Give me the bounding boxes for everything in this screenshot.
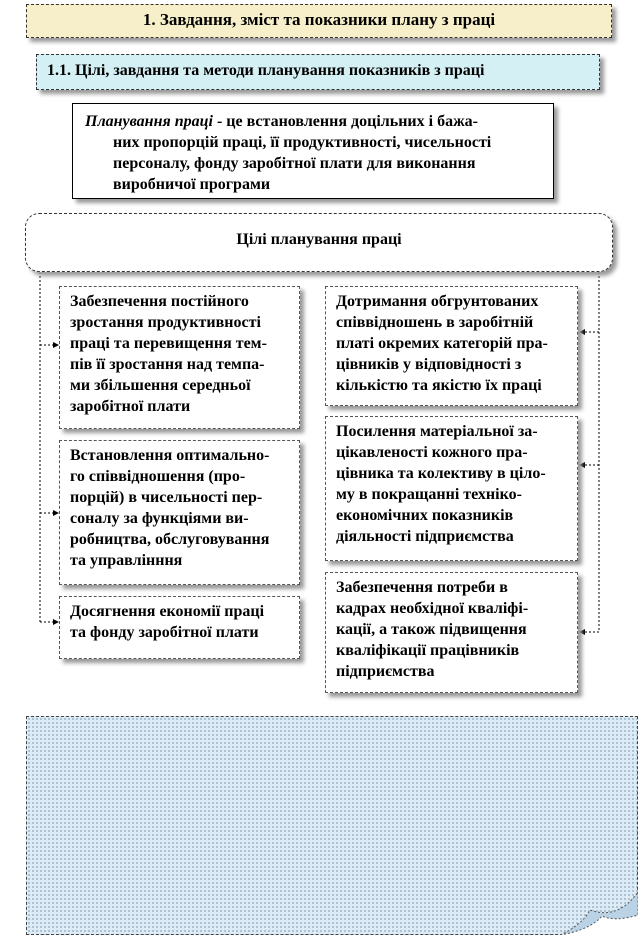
goal-line: кадрах необхідної кваліфі- [336,600,529,617]
goal-line: пів її зростання над темпа- [70,356,265,373]
goal-line: платі окремих категорій пра- [336,335,548,352]
goal-box-right-1 [325,286,578,406]
goal-box-left-3 [59,596,300,659]
goal-line: Забезпечення постійного [70,293,249,310]
definition-term: Планування праці [85,113,213,130]
goal-box-left-2 [59,440,300,585]
goal-line: заробітної плати [70,398,191,415]
goal-line: кваліфікації працівників [336,642,520,659]
goal-line: Дотримання обгрунтованих [336,293,539,310]
goal-box-right-2 [325,416,578,561]
goal-line: Посилення матеріальної за- [336,423,538,440]
goals-header: Цілі планування праці [25,213,613,272]
goal-box-right-3 [325,572,578,693]
definition-line: виробничої програми [113,176,271,193]
goal-line: економічних показників [336,507,514,524]
goal-line: співвідношень в заробітній [336,314,534,331]
page-curl-icon [560,880,638,935]
goal-line: Забезпечення потреби в [336,579,508,596]
definition-line: - це встановлення доцільних і бажа- [212,113,479,130]
goal-line: соналу за функціями ви- [70,510,249,527]
goal-line: робництва, обслуговування [70,531,270,548]
goal-line: му в покращанні техніко- [336,486,522,503]
goal-line: та фонду заробітної плати [70,624,259,641]
definition-line: них пропорцій праці, її продуктивності, чисельності [113,134,492,151]
section-title: 1. Завдання, зміст та показники плану з праці [26,4,612,38]
goal-line: Встановлення оптимально- [70,447,270,464]
goal-line: го співвідношення (про- [70,468,246,485]
goal-line: цівників у відповідності з [336,356,522,373]
goal-line: ми збільшення середньої [70,377,251,394]
definition-line: персоналу, фонду заробітної плати для виконання [113,155,476,172]
subsection-title: 1.1. Цілі, завдання та методи планування показників з праці [36,54,600,90]
goal-line: цівника та колективу в ціло- [336,465,546,482]
goal-line: зростання продуктивності [70,314,261,331]
goal-line: та управлінння [70,552,183,569]
goal-line: кації, а також підвищення [336,621,527,638]
goal-line: діяльності підприємства [336,528,514,545]
goal-box-left-1 [59,286,300,429]
goal-line: Досягнення економії праці [70,603,265,620]
goal-line: підприємства [336,663,435,680]
goal-line: цікавленості кожного пра- [336,444,528,461]
goal-line: порцій) в чисельності пер- [70,489,263,506]
goal-line: кількістю та якістю їх праці [336,377,542,394]
note-box [26,716,638,935]
goal-line: праці та перевищення тем- [70,335,267,352]
